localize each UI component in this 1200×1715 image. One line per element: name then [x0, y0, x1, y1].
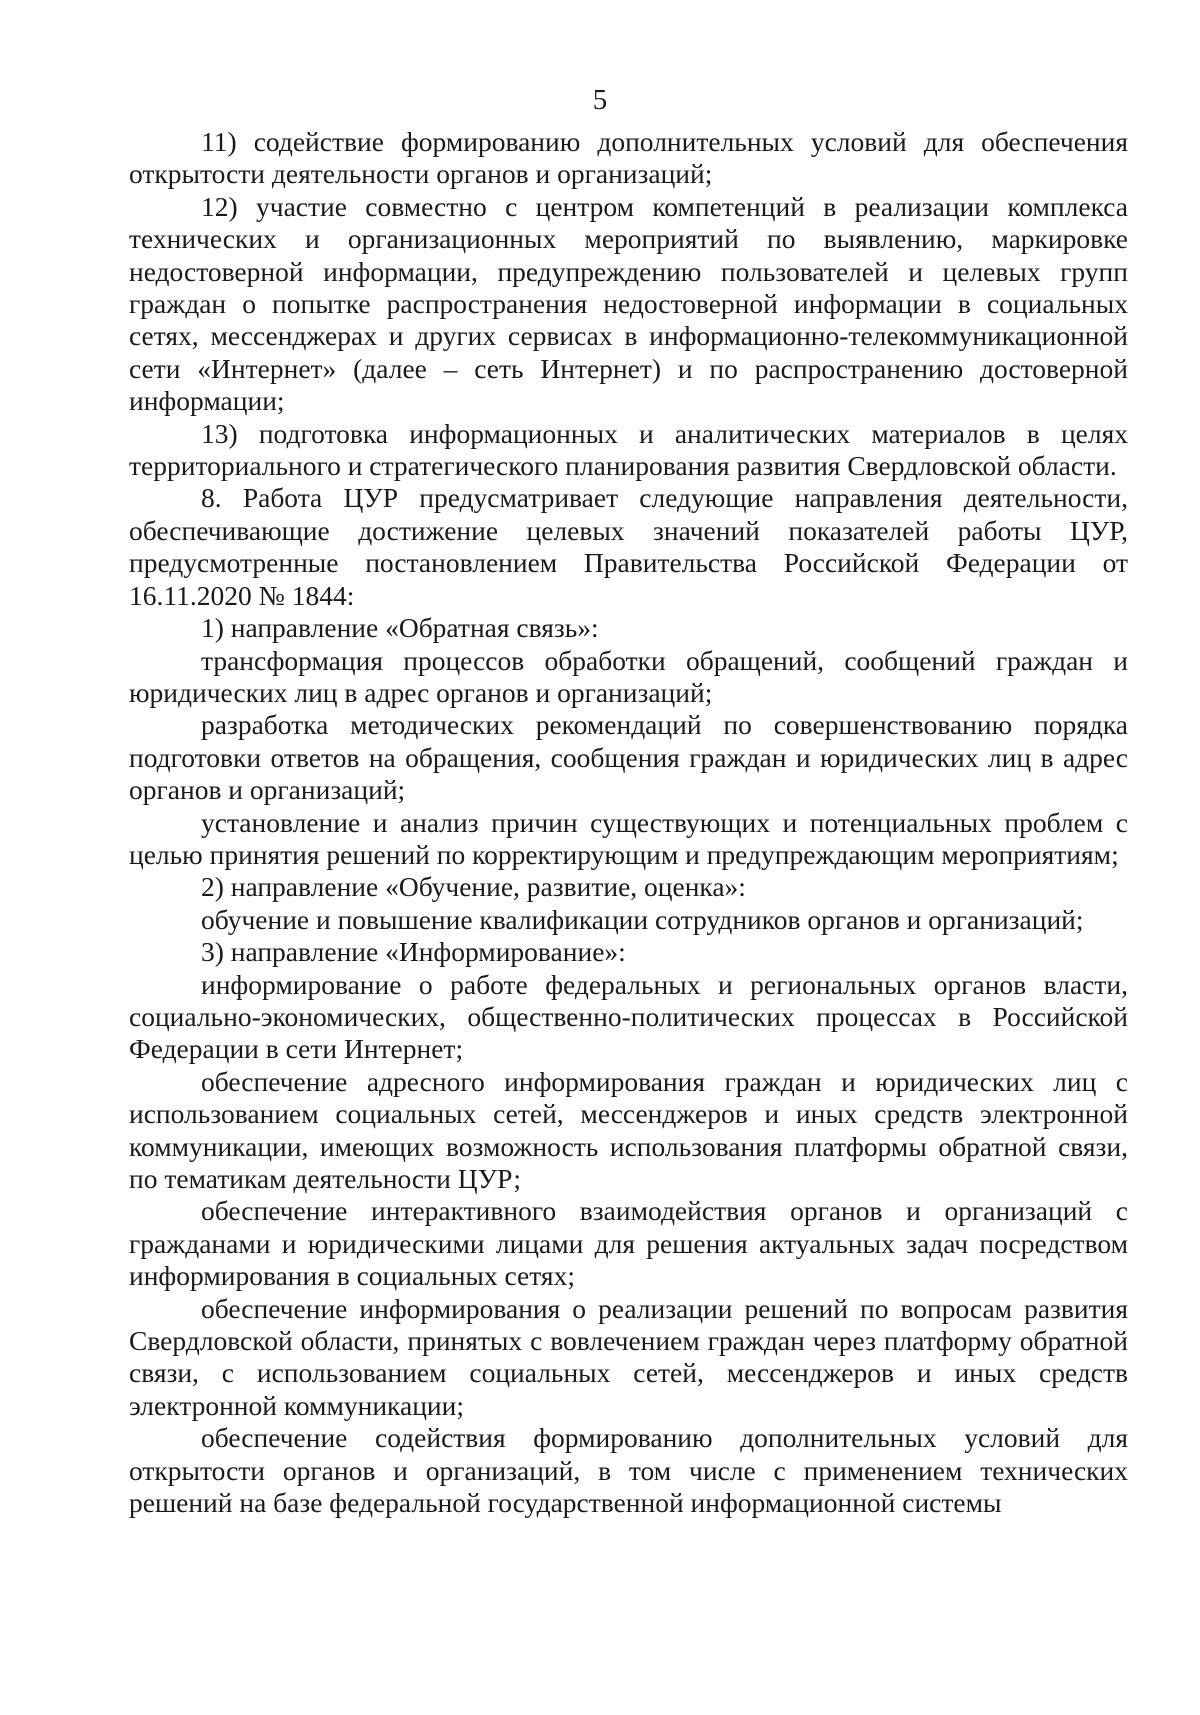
paragraph-text: установление и анализ причин существующих и потенциальных проблем с целью принятия решений по корректирующим и предупреждающим мероприятиям;: [129, 806, 1128, 870]
paragraph-text: трансформация процессов обработки обращений, сообщений граждан и юридических лиц в адрес органов и организаций;: [129, 644, 1128, 708]
document-body: [129, 126, 1128, 1519]
paragraph-text: обучение и повышение квалификации сотрудников органов и организаций;: [201, 903, 1084, 935]
paragraph-item-13: 13) подготовка информационных и аналитических материалов в целях территориального и стратегического планирования развития Свердловской области.: [129, 417, 1128, 482]
paragraph-text: обеспечение интерактивного взаимодействия органов и организаций с гражданами и юридическими лицами для решения актуальных задач посредством информирования в социальных сетях;: [129, 1195, 1128, 1292]
paragraph-text: обеспечение адресного информирования граждан и юридических лиц с использованием социальных сетей, мессенджеров и иных средств электронной коммуникации, имеющих возможность использования платформы обратной связи, по тематикам деятельности ЦУР;: [129, 1065, 1128, 1194]
paragraph-item-12: 12) участие совместно с центром компетенций в реализации комплекса технических и организационных мероприятий по выявлению, маркировке недостоверной информации, предупреждению пользователей и целевых групп граждан о попытке распространения недостоверной информации в социальных сетях, мессенджерах и других сервисах в информационно-телекоммуникационной сети «Интернет» (далее – сеть Интернет) и по распространению достоверной информации;: [129, 190, 1128, 417]
page-number: 5: [592, 84, 608, 116]
paragraph-direction-informing: 3) направление «Информирование»:: [201, 936, 626, 968]
paragraph-direction-feedback: 1) направление «Обратная связь»:: [201, 612, 599, 644]
paragraph-text: информирование о работе федеральных и региональных органов власти, социально-экономических, общественно-политических процессах в Российской Федерации в сети Интернет;: [129, 968, 1128, 1065]
paragraph-section-8: 8. Работа ЦУР предусматривает следующие направления деятельности, обеспечивающие достижение целевых значений показателей работы ЦУР, предусмотренные постановлением Правительства Российской Федерации от 16.11.2020 № 1844:: [129, 482, 1128, 611]
paragraph-item-11: 11) содействие формированию дополнительных условий для обеспечения открытости деятельности органов и организаций;: [129, 126, 1128, 190]
paragraph-direction-training: 2) направление «Обучение, развитие, оценка»:: [201, 871, 746, 903]
paragraph-text: обеспечение информирования о реализации решений по вопросам развития Свердловской области, принятых с вовлечением граждан через платформу обратной связи, с использованием социальных сетей, мессенджеров и иных средств электронной коммуникации;: [129, 1292, 1128, 1421]
paragraph-text: обеспечение содействия формированию дополнительных условий для открытости органов и организаций, в том числе с применением технических решений на базе федеральной государственной информационной системы: [129, 1422, 1128, 1519]
paragraph-text: разработка методических рекомендаций по совершенствованию порядка подготовки ответов на обращения, сообщения граждан и юридических лиц в адрес органов и организаций;: [129, 709, 1128, 806]
